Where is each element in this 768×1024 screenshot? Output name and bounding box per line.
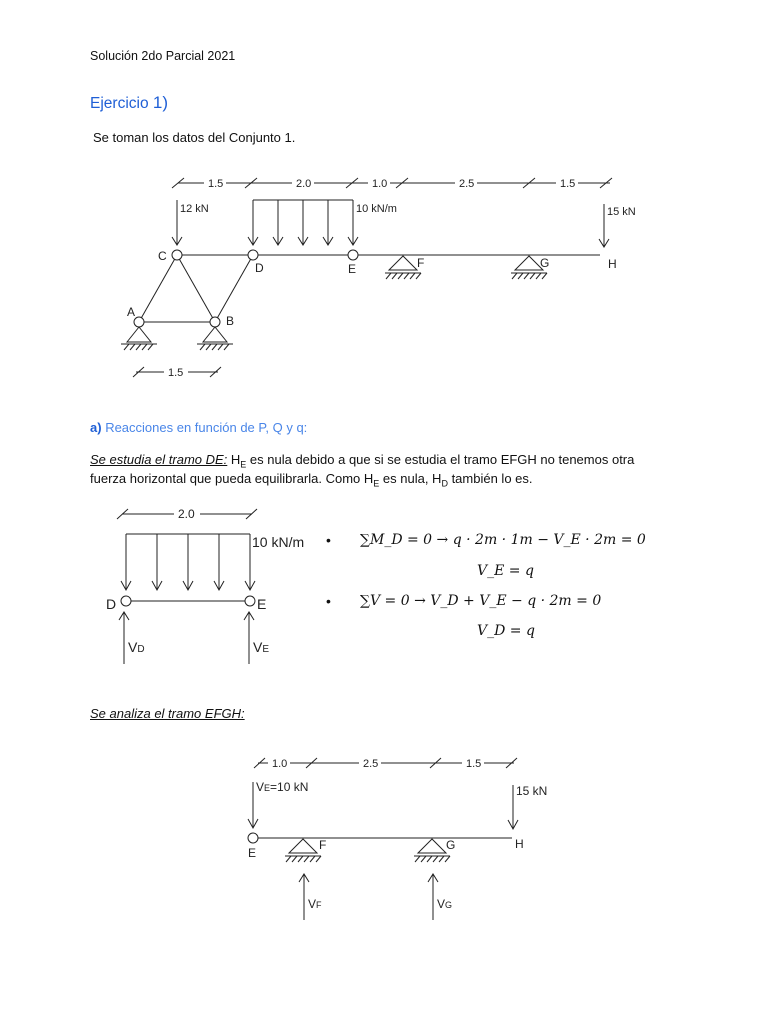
fig1-base-dimension bbox=[133, 366, 221, 379]
fig3-reaction-vg bbox=[428, 874, 452, 920]
page-header: Solución 2do Parcial 2021 bbox=[90, 49, 236, 63]
svg-text:VG bbox=[437, 897, 452, 911]
paragraph-sub-e: E bbox=[240, 459, 247, 470]
paragraph-lead: Se estudia el tramo DE: bbox=[90, 452, 228, 467]
fig2-beam bbox=[106, 596, 266, 612]
section-a-heading bbox=[90, 418, 307, 438]
fig1-node-h: H bbox=[608, 257, 617, 271]
fig3-support-f bbox=[285, 839, 321, 862]
fig2-ve-sub: E bbox=[262, 644, 270, 655]
fig2-node-d: D bbox=[106, 596, 117, 612]
fig3-dimension-line bbox=[254, 757, 517, 770]
paragraph-line2-b: es nula, H bbox=[379, 471, 442, 486]
fig2-ve-main: V bbox=[253, 639, 263, 655]
intro-text: Se toman los datos del Conjunto 1. bbox=[93, 130, 296, 145]
svg-text:VF bbox=[308, 897, 322, 911]
fig1-support-a bbox=[121, 327, 157, 350]
fig1-load-12kn bbox=[172, 200, 209, 245]
fig3-load-15kn bbox=[508, 784, 547, 829]
equation-bullet-1: • bbox=[326, 532, 331, 548]
fig1-load-15kn-label: 15 kN bbox=[607, 206, 636, 218]
fig3-vg-main: V bbox=[437, 897, 446, 911]
fig1-node-g: G bbox=[540, 256, 550, 270]
fig3-node-e: E bbox=[248, 846, 257, 860]
tramo-efgh-heading: Se analiza el tramo EFGH: bbox=[90, 706, 245, 721]
section-a-text: Reacciones en función de P, Q y q: bbox=[105, 420, 308, 435]
fig3-load-e-label: VE=10 kN bbox=[256, 780, 309, 794]
svg-text:VE bbox=[253, 639, 269, 655]
paragraph-line2-sub-d: D bbox=[441, 478, 448, 489]
fig2-reaction-vd bbox=[119, 612, 145, 664]
fig1-load-12kn-label: 12 kN bbox=[180, 203, 209, 215]
fig2-node-e: E bbox=[257, 596, 267, 612]
fig1-node-e: E bbox=[348, 262, 357, 276]
fig1-support-b bbox=[197, 327, 233, 350]
fig1-dim-5: 1.5 bbox=[560, 178, 576, 190]
fig1-dim-1: 1.5 bbox=[208, 178, 224, 190]
fig1-hinges bbox=[134, 250, 358, 327]
fig3-load-h-label: 15 kN bbox=[516, 784, 548, 798]
fig2-vd-main: V bbox=[128, 639, 138, 655]
svg-text:VD bbox=[128, 639, 145, 655]
paragraph-line2-sub-e: E bbox=[373, 478, 380, 489]
fig3-vf-main: V bbox=[308, 897, 317, 911]
paragraph-part-2: es nula debido a que si se estudia el tramo EFGH no tenemos otra bbox=[246, 452, 635, 467]
fig3-node-f: F bbox=[319, 838, 327, 852]
fig3-dim-1: 1.0 bbox=[272, 758, 288, 770]
fig1-dim-4: 2.5 bbox=[459, 178, 475, 190]
fig2-vd-sub: D bbox=[137, 644, 145, 655]
fig3-vf-sub: F bbox=[316, 900, 322, 910]
paragraph-line2-a: fuerza horizontal que pueda equilibrarla. Como H bbox=[90, 471, 374, 486]
paragraph-line-2 bbox=[90, 469, 533, 494]
exercise-number: 1) bbox=[152, 93, 169, 112]
fig3-reaction-vf bbox=[299, 874, 322, 920]
section-a-letter: a) bbox=[90, 420, 102, 435]
fig1-node-d: D bbox=[255, 261, 264, 275]
fig3-node-g: G bbox=[446, 838, 456, 852]
fig2-load-label: 10 kN/m bbox=[252, 534, 305, 550]
fig1-node-c: C bbox=[158, 249, 167, 263]
fig1-dimension-line bbox=[172, 178, 612, 188]
fig2-dimension-line bbox=[117, 507, 257, 521]
fig1-truss bbox=[139, 255, 600, 322]
fig1-support-f bbox=[385, 256, 421, 279]
fig2-dim-label: 2.0 bbox=[178, 507, 195, 521]
equation-vd-result: V_D = q bbox=[477, 623, 535, 639]
exercise-title-text: Ejercicio bbox=[90, 95, 149, 112]
fig3-beam bbox=[248, 833, 512, 843]
fig3-load-ve bbox=[248, 780, 308, 828]
fig1-distributed-load-label: 10 kN/m bbox=[356, 203, 397, 215]
equation-moment: ∑M_D = 0 → q · 2m · 1m − V_E · 2m = 0 bbox=[360, 532, 646, 548]
fig3-node-h: H bbox=[515, 837, 524, 851]
fig1-node-f: F bbox=[417, 256, 425, 270]
fig1-node-a: A bbox=[127, 305, 136, 319]
equation-bullet-2: • bbox=[326, 593, 331, 609]
fig1-load-15kn bbox=[599, 204, 636, 247]
fig1-node-b: B bbox=[226, 314, 235, 328]
fig2-reaction-ve bbox=[244, 612, 269, 664]
fig2-distributed-load bbox=[121, 534, 304, 590]
fig3-vg-sub: G bbox=[445, 900, 453, 910]
equation-vertical: ∑V = 0 → V_D + V_E − q · 2m = 0 bbox=[360, 593, 602, 609]
fig1-base-dim-label: 1.5 bbox=[168, 367, 184, 379]
fig3-dim-3: 1.5 bbox=[466, 758, 482, 770]
paragraph-line2-c: también lo es. bbox=[447, 471, 533, 486]
fig1-distributed-load bbox=[248, 200, 397, 245]
fig3-support-g bbox=[414, 839, 450, 862]
equation-ve-result: V_E = q bbox=[477, 563, 534, 579]
fig1-dim-2: 2.0 bbox=[296, 178, 312, 190]
paragraph-part-1: H bbox=[227, 452, 241, 467]
fig1-dim-3: 1.0 bbox=[372, 178, 388, 190]
fig3-dim-2: 2.5 bbox=[363, 758, 379, 770]
